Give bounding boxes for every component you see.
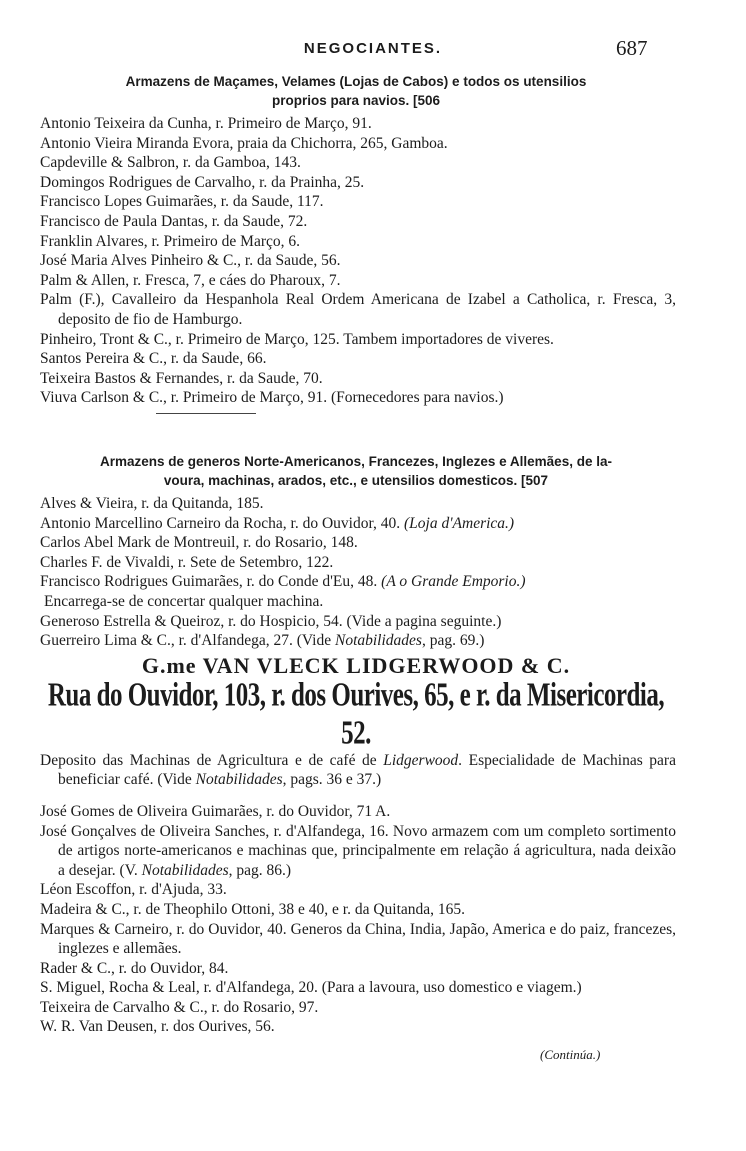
list-item: S. Miguel, Rocha & Leal, r. d'Alfandega, 20. (Para a lavoura, uso domestico e viagem.) xyxy=(40,979,582,997)
list-item: Madeira & C., r. de Theophilo Ottoni, 38 e 40, e r. da Quitanda, 165. xyxy=(40,900,466,918)
list-item: Carlos Abel Mark de Montreuil, r. do Rosario, 148. xyxy=(40,534,358,552)
section-heading-line: voura, machinas, arados, etc., e utensilios domesticos. [507 xyxy=(163,473,549,488)
section-heading-line: proprios para navios. [506 xyxy=(271,93,441,108)
section-divider xyxy=(156,413,256,414)
list-item-continuation: Encarrega-se de concertar qualquer machina. xyxy=(44,592,324,610)
continuation-note: (Continúa.) xyxy=(540,1047,601,1062)
list-item: José Gomes de Oliveira Guimarães, r. do Ouvidor, 71 A. xyxy=(40,802,391,820)
advert-description: Deposito das Machinas de Agricultura e de café de Lidgerwood. Especialidade de Machinas para beneficiar café. (Vide Notabilidades, pags. 36 e 37.) xyxy=(40,751,676,789)
list-item: Teixeira Bastos & Fernandes, r. da Saude, 70. xyxy=(40,369,323,387)
entry-note: Notabilidades xyxy=(334,632,422,650)
list-item: Charles F. de Vivaldi, r. Sete de Setembro, 122. xyxy=(40,553,334,571)
list-item: Francisco de Paula Dantas, r. da Saude, 72. xyxy=(40,212,308,230)
section-heading xyxy=(36,452,676,490)
section-heading xyxy=(36,72,676,110)
entry-list xyxy=(36,494,676,651)
section-heading-line: Armazens de generos Norte-Americanos, Francezes, Inglezes e Allemães, de la- xyxy=(100,454,612,469)
entry-list xyxy=(36,114,676,408)
list-item: Pinheiro, Tront & C., r. Primeiro de Março, 125. Tambem importadores de viveres. xyxy=(40,330,554,348)
section-armazens-macames xyxy=(36,72,676,421)
list-item: Guerreiro Lima & C., r. d'Alfandega, 27. (Vide Notabilidades, pag. 69.) xyxy=(40,632,485,650)
list-item: Antonio Teixeira da Cunha, r. Primeiro de Março, 91. xyxy=(40,115,372,132)
list-item: W. R. Van Deusen, r. dos Ourives, 56. xyxy=(40,1018,275,1036)
list-item: José Maria Alves Pinheiro & C., r. da Saude, 56. xyxy=(40,252,341,270)
list-item: Léon Escoffon, r. d'Ajuda, 33. xyxy=(40,881,227,899)
list-item: Antonio Vieira Miranda Evora, praia da Chichorra, 265, Gamboa. xyxy=(40,134,448,152)
list-item: Palm & Allen, r. Fresca, 7, e cáes do Pharoux, 7. xyxy=(40,271,341,289)
list-item: Santos Pereira & C., r. da Saude, 66. xyxy=(40,350,267,368)
list-item: Generoso Estrella & Queiroz, r. do Hospicio, 54. (Vide a pagina seguinte.) xyxy=(40,612,502,630)
running-head: NEGOCIANTES. xyxy=(303,40,443,57)
list-item: Rader & C., r. do Ouvidor, 84. xyxy=(40,959,229,977)
list-item: Teixeira de Carvalho & C., r. do Rosario, 97. xyxy=(40,998,319,1016)
list-item: José Gonçalves de Oliveira Sanches, r. d'Alfandega, 16. Novo armazem com um completo sortimento de artigos norte-americanos e machinas que, principalmente em relação á agricultura, nada deixão a desejar. (V. Notabilidades, pag. 86.) xyxy=(40,822,676,879)
section-heading-line: Armazens de Maçames, Velames (Lojas de Cabos) e todos os utensilios xyxy=(125,74,587,89)
page-number: 687 xyxy=(616,36,648,60)
advert-address: Rua do Ouvidor, 103, r. dos Ourives, 65, e r. da Misericordia, 52. xyxy=(47,676,665,752)
list-item: Franklin Alvares, r. Primeiro de Março, 6. xyxy=(40,232,301,250)
entry-list xyxy=(36,802,676,1037)
advert-firm-name: G.me VAN VLECK LIDGERWOOD & C. xyxy=(141,652,571,678)
list-item: Marques & Carneiro, r. do Ouvidor, 40. Generos da China, India, Japão, America e do paiz, francezes, inglezes e allemães. xyxy=(40,920,676,958)
list-item: Viuva Carlson & C., r. Primeiro de Março, 91. (Fornecedores para navios.) xyxy=(40,389,504,407)
list-item: Domingos Rodrigues de Carvalho, r. da Prainha, 25. xyxy=(40,173,365,191)
list-item: Alves & Vieira, r. da Quitanda, 185. xyxy=(40,495,264,512)
entry-note: (A o Grande Emporio.) xyxy=(381,573,526,591)
list-item: Francisco Rodrigues Guimarães, r. do Conde d'Eu, 48. (A o Grande Emporio.) xyxy=(40,573,526,591)
section-armazens-generos xyxy=(36,452,676,1037)
list-item: Francisco Lopes Guimarães, r. da Saude, 117. xyxy=(40,193,324,211)
list-item: Antonio Marcellino Carneiro da Rocha, r. do Ouvidor, 40. (Loja d'America.) xyxy=(40,514,515,532)
entry-note: (Loja d'America.) xyxy=(404,514,515,532)
list-item: Palm (F.), Cavalleiro da Hespanhola Real Ordem Americana de Izabel a Catholica, r. Fresca, 3, deposito de fio de Hamburgo. xyxy=(40,291,676,328)
list-item: Capdeville & Salbron, r. da Gamboa, 143. xyxy=(40,154,301,172)
